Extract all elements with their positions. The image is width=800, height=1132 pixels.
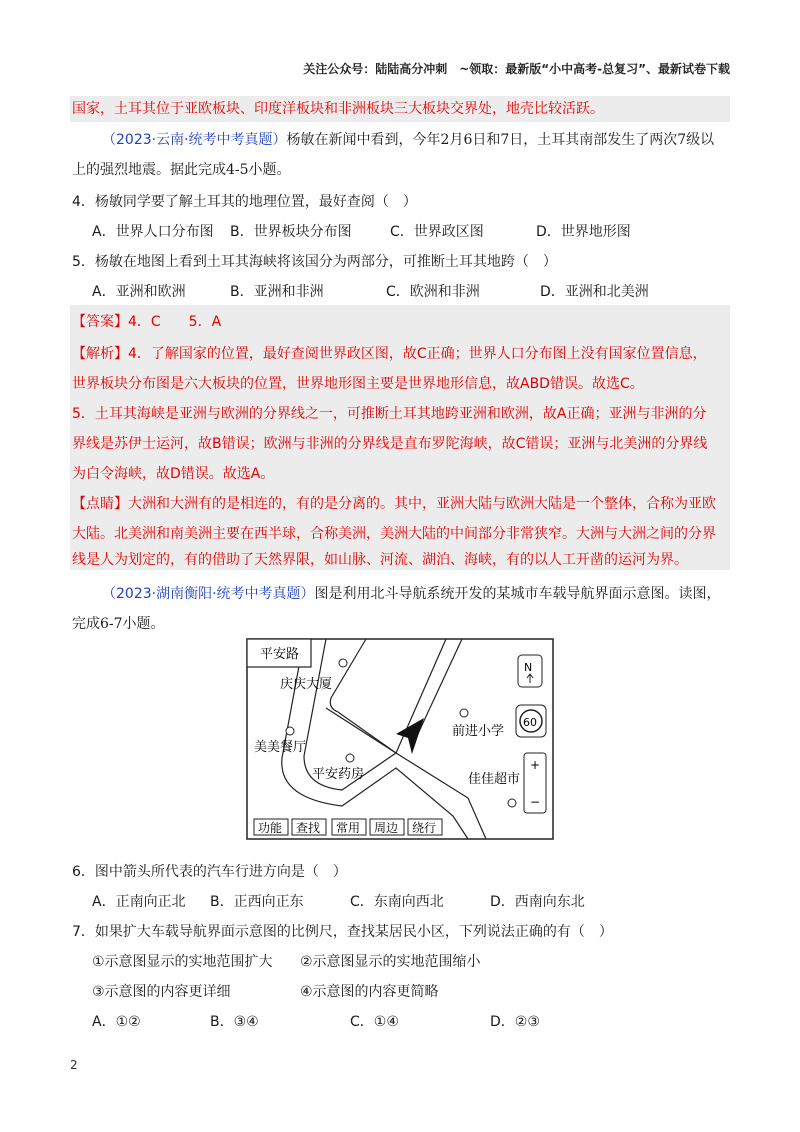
dianjing-label: 【点睛】 [72,496,128,512]
jiexi-line-2: 世界板块分布图是六大板块的位置，世界地形图主要是世界地形信息，故ABD错误。故选C。 [72,376,644,392]
q4-option-b: B．世界板块分布图 [230,224,352,240]
q6-option-d: D．西南向东北 [490,894,585,910]
btn-function[interactable]: 功能 [258,821,283,835]
jiexi-label: 【解析】 [72,346,128,362]
q7-statement-2: ②示意图显示的实地范围缩小 [300,954,481,970]
jiexi-line-4: 界线是苏伊士运河，故B错误；欧洲与非洲的分界线是直布罗陀海峡，故C错误；亚洲与北美洲的分界线 [72,436,708,452]
dianjing-line-1 [72,494,716,514]
btn-search[interactable]: 查找 [296,821,321,835]
q67-intro-line-2: 完成6-7小题。 [72,616,165,632]
q7-statement-3: ③示意图的内容更详细 [92,984,231,1000]
btn-common[interactable]: 常用 [336,821,361,835]
q5-option-d: D．亚洲和北美洲 [540,284,649,300]
navigation-map [246,638,554,840]
q67-intro-a: 图是利用北斗导航系统开发的某城市车载导航界面示意图。读图， [314,586,721,602]
jiexi-line-3: 5．土耳其海峡是亚洲与欧洲的分界线之一，可推断土耳其地跨亚洲和欧洲，故A正确；亚洲与非洲的分 [72,406,707,422]
q7-statement-1: ①示意图显示的实地范围扩大 [92,954,273,970]
page-number: 2 [70,1058,78,1072]
map-frame [247,639,553,839]
q6-option-c: C．东南向西北 [350,894,444,910]
q4-option-c: C．世界政区图 [390,224,484,240]
q5-option-c: C．欧洲和非洲 [386,284,480,300]
btn-detour[interactable]: 绕行 [412,821,437,835]
q45-intro-a: 杨敏在新闻中看到，今年2月6日和7日，土耳其南部发生了两次7级以 [286,132,715,148]
jiexi-line-5: 为白令海峡，故D错误。故选A。 [72,466,275,482]
marker-pingan-pharmacy [346,754,354,762]
continuation-line: 国家，土耳其位于亚欧板块、印度洋板块和非洲板块三大板块交界处，地壳比较活跃。 [72,101,604,117]
q67-source: （2023·湖南衡阳·统考中考真题） [102,586,315,602]
q4-option-d: D．世界地形图 [536,224,631,240]
place-qingqing: 庆庆大厦 [280,677,333,692]
marker-meimei [286,727,294,735]
dianjing-line-3: 线是人为划定的，有的借助了天然界限，如山脉、河流、湖泊、海峡，有的以人工开凿的运河为界。 [72,552,688,568]
q7-statement-4: ④示意图的内容更简略 [300,984,439,1000]
q4-stem: 4．杨敏同学要了解土耳其的地理位置，最好查阅（ ） [72,194,417,210]
q4-option-a: A．世界人口分布图 [92,224,214,240]
q45-intro-line-1 [102,130,714,150]
answer-text: 4．C 5．A [128,314,222,330]
q6-option-a: A．正南向正北 [92,894,186,910]
zoom-in-button[interactable]: + [530,758,541,772]
place-pingan-pharmacy: 平安药房 [312,767,365,782]
q7-option-c: C．①④ [350,1014,399,1030]
marker-jiajia-market [508,799,516,807]
q7-option-a: A．①② [92,1014,141,1030]
btn-nearby[interactable]: 周边 [374,821,399,835]
place-qianjin-school: 前进小学 [452,724,505,739]
answer-line [72,312,221,332]
q6-stem: 6．图中箭头所代表的汽车行进方向是（ ） [72,864,347,880]
road-label: 平安路 [260,647,300,662]
dianjing-text-1: 大洲和大洲有的是相连的，有的是分离的。其中，亚洲大陆与欧洲大陆是一个整体，合称为亚欧 [128,496,716,512]
marker-qianjin-school [460,709,468,717]
q7-option-d: D．②③ [490,1014,540,1030]
speed-limit-value: 60 [523,716,537,729]
place-jiajia-market: 佳佳超市 [468,772,521,787]
jiexi-text-1: 4．了解国家的位置，最好查阅世界政区图，故C正确；世界人口分布图上没有国家位置信息， [128,346,707,362]
dianjing-line-2: 大陆。北美洲和南美洲主要在西半球，合称美洲，美洲大陆的中间部分非常狭窄。大洲与大洲之间的分界 [72,526,716,542]
north-label: N [524,661,533,674]
place-meimei: 美美餐厅 [254,740,307,755]
q45-intro-line-2: 上的强烈地震。据此完成4-5小题。 [72,162,291,178]
q5-option-b: B．亚洲和非洲 [230,284,324,300]
page-header: 关注公众号：陆陆高分冲刺 ~领取：最新版“小中高考-总复习”、最新试卷下载 [303,62,730,76]
q67-intro-line-1 [102,584,721,604]
q5-stem: 5．杨敏在地图上看到土耳其海峡将该国分为两部分，可推断土耳其地跨（ ） [72,254,557,270]
q5-option-a: A．亚洲和欧洲 [92,284,186,300]
q6-option-b: B．正西向正东 [210,894,304,910]
zoom-out-button[interactable]: − [530,795,541,809]
answer-label: 【答案】 [72,314,128,330]
jiexi-line-1 [72,344,707,364]
marker-qingqing [339,659,347,667]
q7-stem: 7．如果扩大车载导航界面示意图的比例尺，查找某居民小区，下列说法正确的有（ ） [72,924,613,940]
q7-option-b: B．③④ [210,1014,259,1030]
q45-source: （2023·云南·统考中考真题） [102,132,287,148]
